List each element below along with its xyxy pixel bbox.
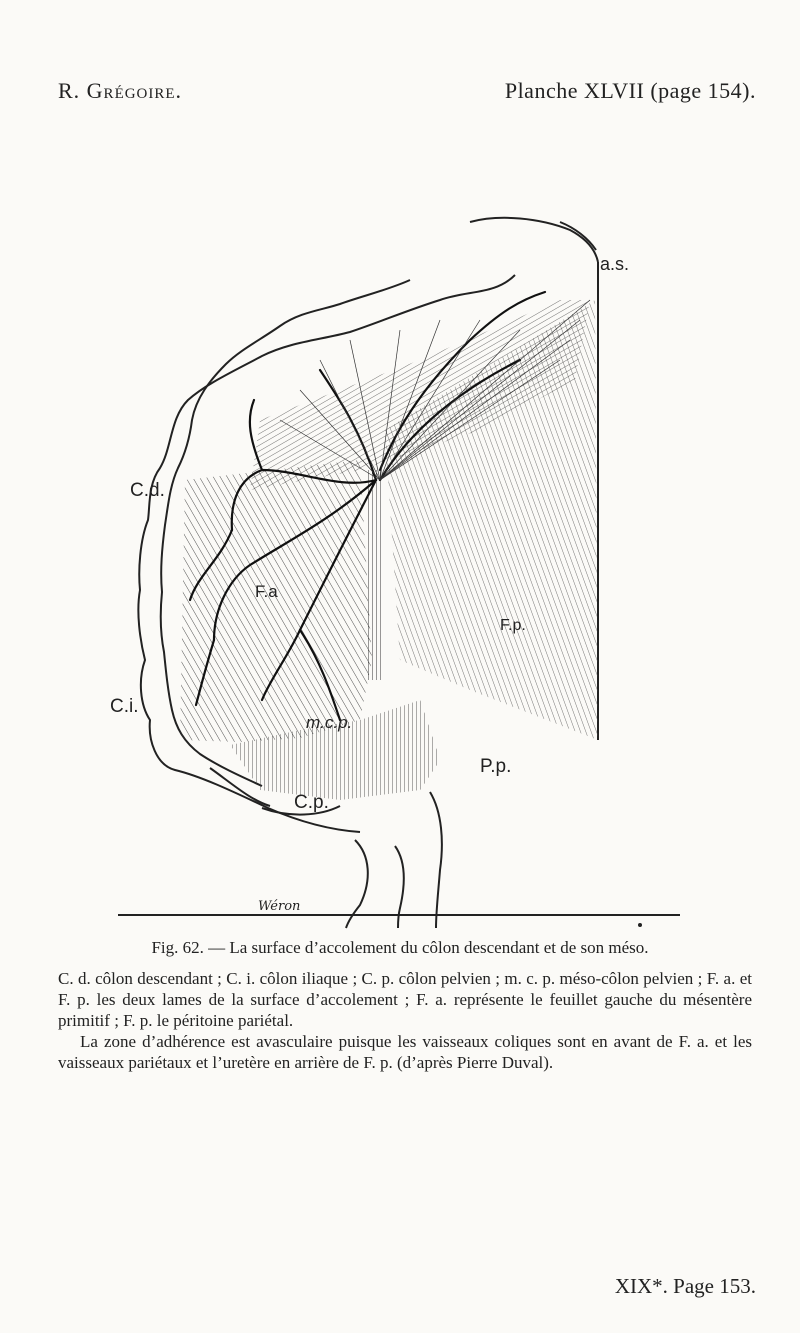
running-header-plate: Planche XLVII (page 154).	[504, 78, 756, 103]
figure-note: La zone d’adhérence est avasculaire puisque les vaisseaux coliques sont en avant de F. a. et les vaisseaux pariétaux et l’uretère en arrière de F. p. (d’après Pierre Duval).	[58, 1032, 752, 1072]
label-fa: F.a	[255, 582, 278, 601]
page-number: XIX*. Page 153.	[614, 1274, 756, 1298]
figure-caption-title: Fig. 62. — La surface d’accolement du côlon descendant et de son méso.	[151, 938, 649, 957]
vertical-vessel-band	[365, 470, 383, 680]
label-fp-inner: F.p.	[500, 617, 526, 634]
figure-caption-body	[58, 968, 752, 1073]
label-fp-outer: P.p.	[480, 756, 512, 777]
fa-lamina-hatching	[180, 460, 372, 742]
figure-legend: C. d. côlon descendant ; C. i. côlon iliaque ; C. p. côlon pelvien ; m. c. p. méso-côlon pelvien ; F. a. et F. p. les deux lames de la surface d’accolement ; F. a. représente le feuillet gauche du mésentère primitif ; F. p. le péritoine pariétal.	[58, 969, 752, 1030]
label-as: a.s.	[600, 254, 630, 274]
label-cp: C.p.	[294, 792, 329, 813]
running-header-author: R. Grégoire.	[58, 78, 183, 103]
label-cd: C.d.	[130, 480, 165, 501]
artist-signature: Wéron	[258, 899, 301, 914]
label-ci: C.i.	[110, 696, 139, 717]
baseline-dot	[638, 923, 642, 927]
label-mcp: m.c.p.	[306, 713, 353, 732]
